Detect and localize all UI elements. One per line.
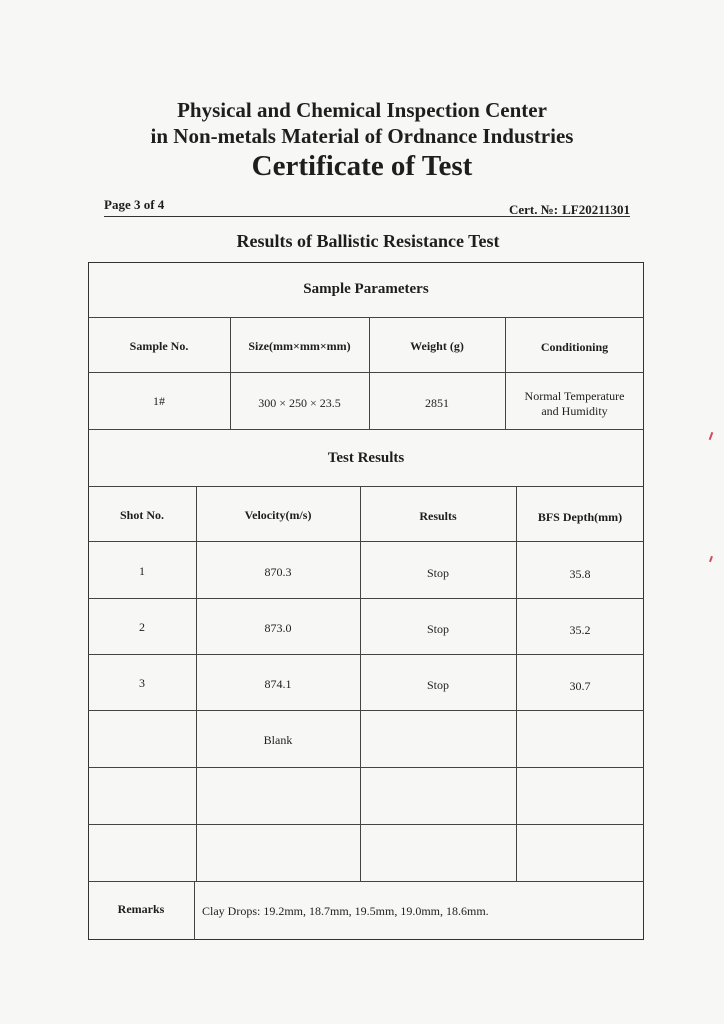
conditioning-line2: and Humidity — [541, 404, 608, 418]
divider — [369, 317, 370, 429]
divider — [88, 372, 644, 373]
divider — [516, 486, 517, 881]
remarks-text: Clay Drops: 19.2mm, 18.7mm, 19.5mm, 19.0mm, 18.6mm. — [202, 904, 489, 918]
divider — [88, 654, 644, 655]
divider — [194, 881, 195, 940]
sample-no-value: 1# — [153, 394, 165, 408]
ink-mark — [709, 556, 713, 562]
divider — [230, 317, 231, 429]
certificate-title: Certificate of Test — [251, 150, 473, 182]
divider — [196, 486, 197, 881]
divider — [88, 710, 644, 711]
col-weight: Weight (g) — [410, 339, 464, 353]
conditioning-value — [505, 389, 644, 419]
result-cell: Stop — [426, 566, 449, 580]
section-title: Results of Ballistic Resistance Test — [236, 231, 500, 251]
divider — [505, 317, 506, 429]
header-rule — [104, 216, 630, 217]
col-results: Results — [419, 509, 457, 523]
org-name-line1: Physical and Chemical Inspection Center — [177, 98, 547, 122]
results-table-frame — [88, 262, 644, 940]
divider — [88, 429, 644, 430]
test-results-heading: Test Results — [327, 450, 405, 466]
shot-no-cell: 3 — [139, 676, 145, 690]
col-size: Size(mm×mm×mm) — [248, 339, 351, 353]
divider — [360, 486, 361, 881]
weight-value: 2851 — [425, 396, 449, 410]
col-velocity: Velocity(m/s) — [244, 508, 312, 522]
bfs-depth-cell: 35.8 — [569, 567, 591, 581]
shot-no-cell: 1 — [139, 564, 145, 578]
col-bfs-depth: BFS Depth(mm) — [537, 510, 623, 524]
divider — [88, 317, 644, 318]
result-cell: Stop — [426, 622, 449, 636]
divider — [88, 541, 644, 542]
divider — [88, 824, 644, 825]
velocity-cell: 874.1 — [264, 677, 292, 691]
org-name-line2: in Non-metals Material of Ordnance Industries — [150, 124, 574, 148]
result-cell: Stop — [426, 678, 449, 692]
velocity-cell: 870.3 — [264, 565, 292, 579]
conditioning-line1: Normal Temperature — [524, 389, 625, 403]
cert-label: Cert. №: — [508, 202, 559, 217]
size-value: 300 × 250 × 23.5 — [258, 396, 341, 410]
bfs-depth-cell: 35.2 — [569, 623, 591, 637]
remarks-label: Remarks — [117, 902, 165, 916]
page-number: Page 3 of 4 — [104, 197, 165, 212]
col-shot-no: Shot No. — [119, 508, 164, 522]
bfs-depth-cell: 30.7 — [569, 679, 591, 693]
divider — [88, 881, 644, 882]
sample-parameters-heading: Sample Parameters — [303, 281, 429, 297]
shot-no-cell: 2 — [139, 620, 145, 634]
col-conditioning: Conditioning — [540, 340, 609, 354]
blank-marker: Blank — [263, 733, 293, 747]
col-sample-no: Sample No. — [129, 339, 189, 353]
velocity-cell: 873.0 — [264, 621, 292, 635]
ink-mark — [709, 432, 714, 440]
divider — [88, 598, 644, 599]
divider — [88, 767, 644, 768]
cert-value: LF20211301 — [562, 202, 630, 217]
divider — [88, 486, 644, 487]
